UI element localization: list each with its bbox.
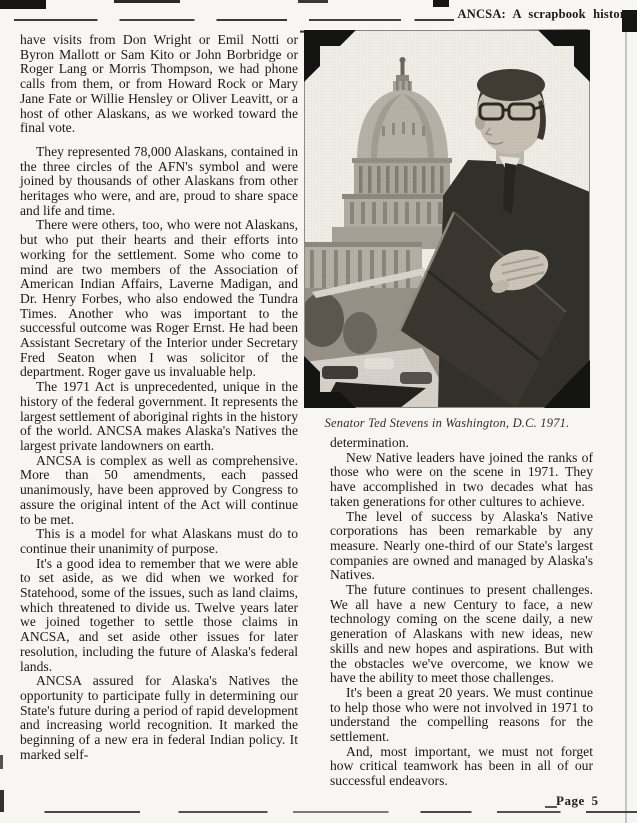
header-rule [14, 19, 454, 21]
scan-artifact-top-dash-3 [433, 0, 449, 7]
paragraph: This is a model for what Alaskans must do to continue their unanimity of purpose. [20, 526, 298, 556]
paragraph: determination. [330, 435, 409, 450]
photo-figure [304, 30, 590, 408]
paragraph: They represented 78,000 Alaskans, contained in the three circles of the AFN's symbol and were joined by thousands of other Alaskans from other heritages who were, and are, proud to share space and life and time. [20, 143, 298, 218]
paragraph: The 1971 Act is unprecedented, unique in the history of the federal government. It represents the largest settlement of aboriginal rights in the history of the world. ANCSA makes Alaska's Natives the largest private landowners on earth. [20, 379, 298, 453]
paragraph: There were others, too, who were not Alaskans, but who put their hearts and their efforts into working for the settlement. Some who come to mind are two members of the Association of American Indian Affairs, Laverne Madigan, and Dr. Henry Forbes, who also endowed the Tundra Times. Another who was important to the successful outcome was Roger Ernst. He had been Assistant Secretary of the Interior under Secretary Fred Seaton when I was solicitor of the department. Roger gave us invaluable help. [20, 217, 298, 380]
footer-rule [0, 811, 637, 813]
ted-stevens-photo [304, 30, 590, 408]
paragraph: And, most important, we must not forget how critical teamwork has been in all of our successful endeavors. [330, 743, 593, 789]
scan-artifact-top-dash-2 [298, 0, 328, 3]
paragraph: It's been a great 20 years. We must continue to help those who were not involved in 1971 to understand the compelling reasons for the settlement. [330, 684, 593, 745]
paragraph: ANCSA assured for Alaska's Natives the opportunity to participate fully in determining our State's future during a period of rapid development and increasing world recognition. It marked the beginning of a new era in federal Indian policy. It marked self- [20, 673, 298, 762]
left-column [20, 33, 298, 762]
page-number: Page 5 [556, 793, 599, 808]
running-header-title: ANCSA: A scrapbook history [457, 7, 632, 21]
paragraph: The level of success by Alaska's Native corporations has been remarkable by any measure. Nearly one-third of our State's largest companies are owned and managed by Alaska's Natives. [330, 508, 593, 583]
paragraph: ANCSA is complex as well as comprehensive. More than 50 amendments, each passed unanimously, have been approved by Congress to assure the original intent of the Act will continue to be met. [20, 452, 298, 527]
scan-artifact-left-tick-2 [0, 790, 4, 812]
page-edge-line [625, 32, 627, 823]
scan-artifact-top-left [0, 0, 46, 9]
paragraph: The future continues to present challenges. We all have a new Century to face, a new technology coming on the scene daily, a new generation of Alaskans with new ideas, new skills and new hopes and aspirations. But with the obstacles we've overcome, we know we have the ability to meet those challenges. [330, 582, 593, 686]
scan-artifact-left-tick-1 [0, 755, 3, 769]
right-column [330, 436, 593, 789]
photo-caption: Senator Ted Stevens in Washington, D.C. 1971. [324, 416, 570, 430]
paragraph: It's a good idea to remember that we were able to set aside, as we did when we worked for Statehood, some of the issues, such as land claims, which threatened to divide us. Twelve years later we joined together to settle those claims in ANCSA, and set aside other issues for later resolution, including the future of Alaska's federal lands. [20, 555, 298, 674]
paragraph: have visits from Don Wright or Emil Notti or Byron Mallott or Sam Kito or John Borbridge or Roger Lang or Morris Thompson, we had phone calls from them, or from Howard Rock or Mary Jane Fate or Willie Hensley or Oliver Leavitt, or a host of other Alaskans, as we worked toward the final vote. [20, 32, 298, 136]
paragraph: New Native leaders have joined the ranks of those who were on the scene in 1971. They have accomplished in two decades what has taken generations for other cultures to achieve. [330, 449, 593, 509]
scan-artifact-top-dash-1 [114, 0, 180, 3]
